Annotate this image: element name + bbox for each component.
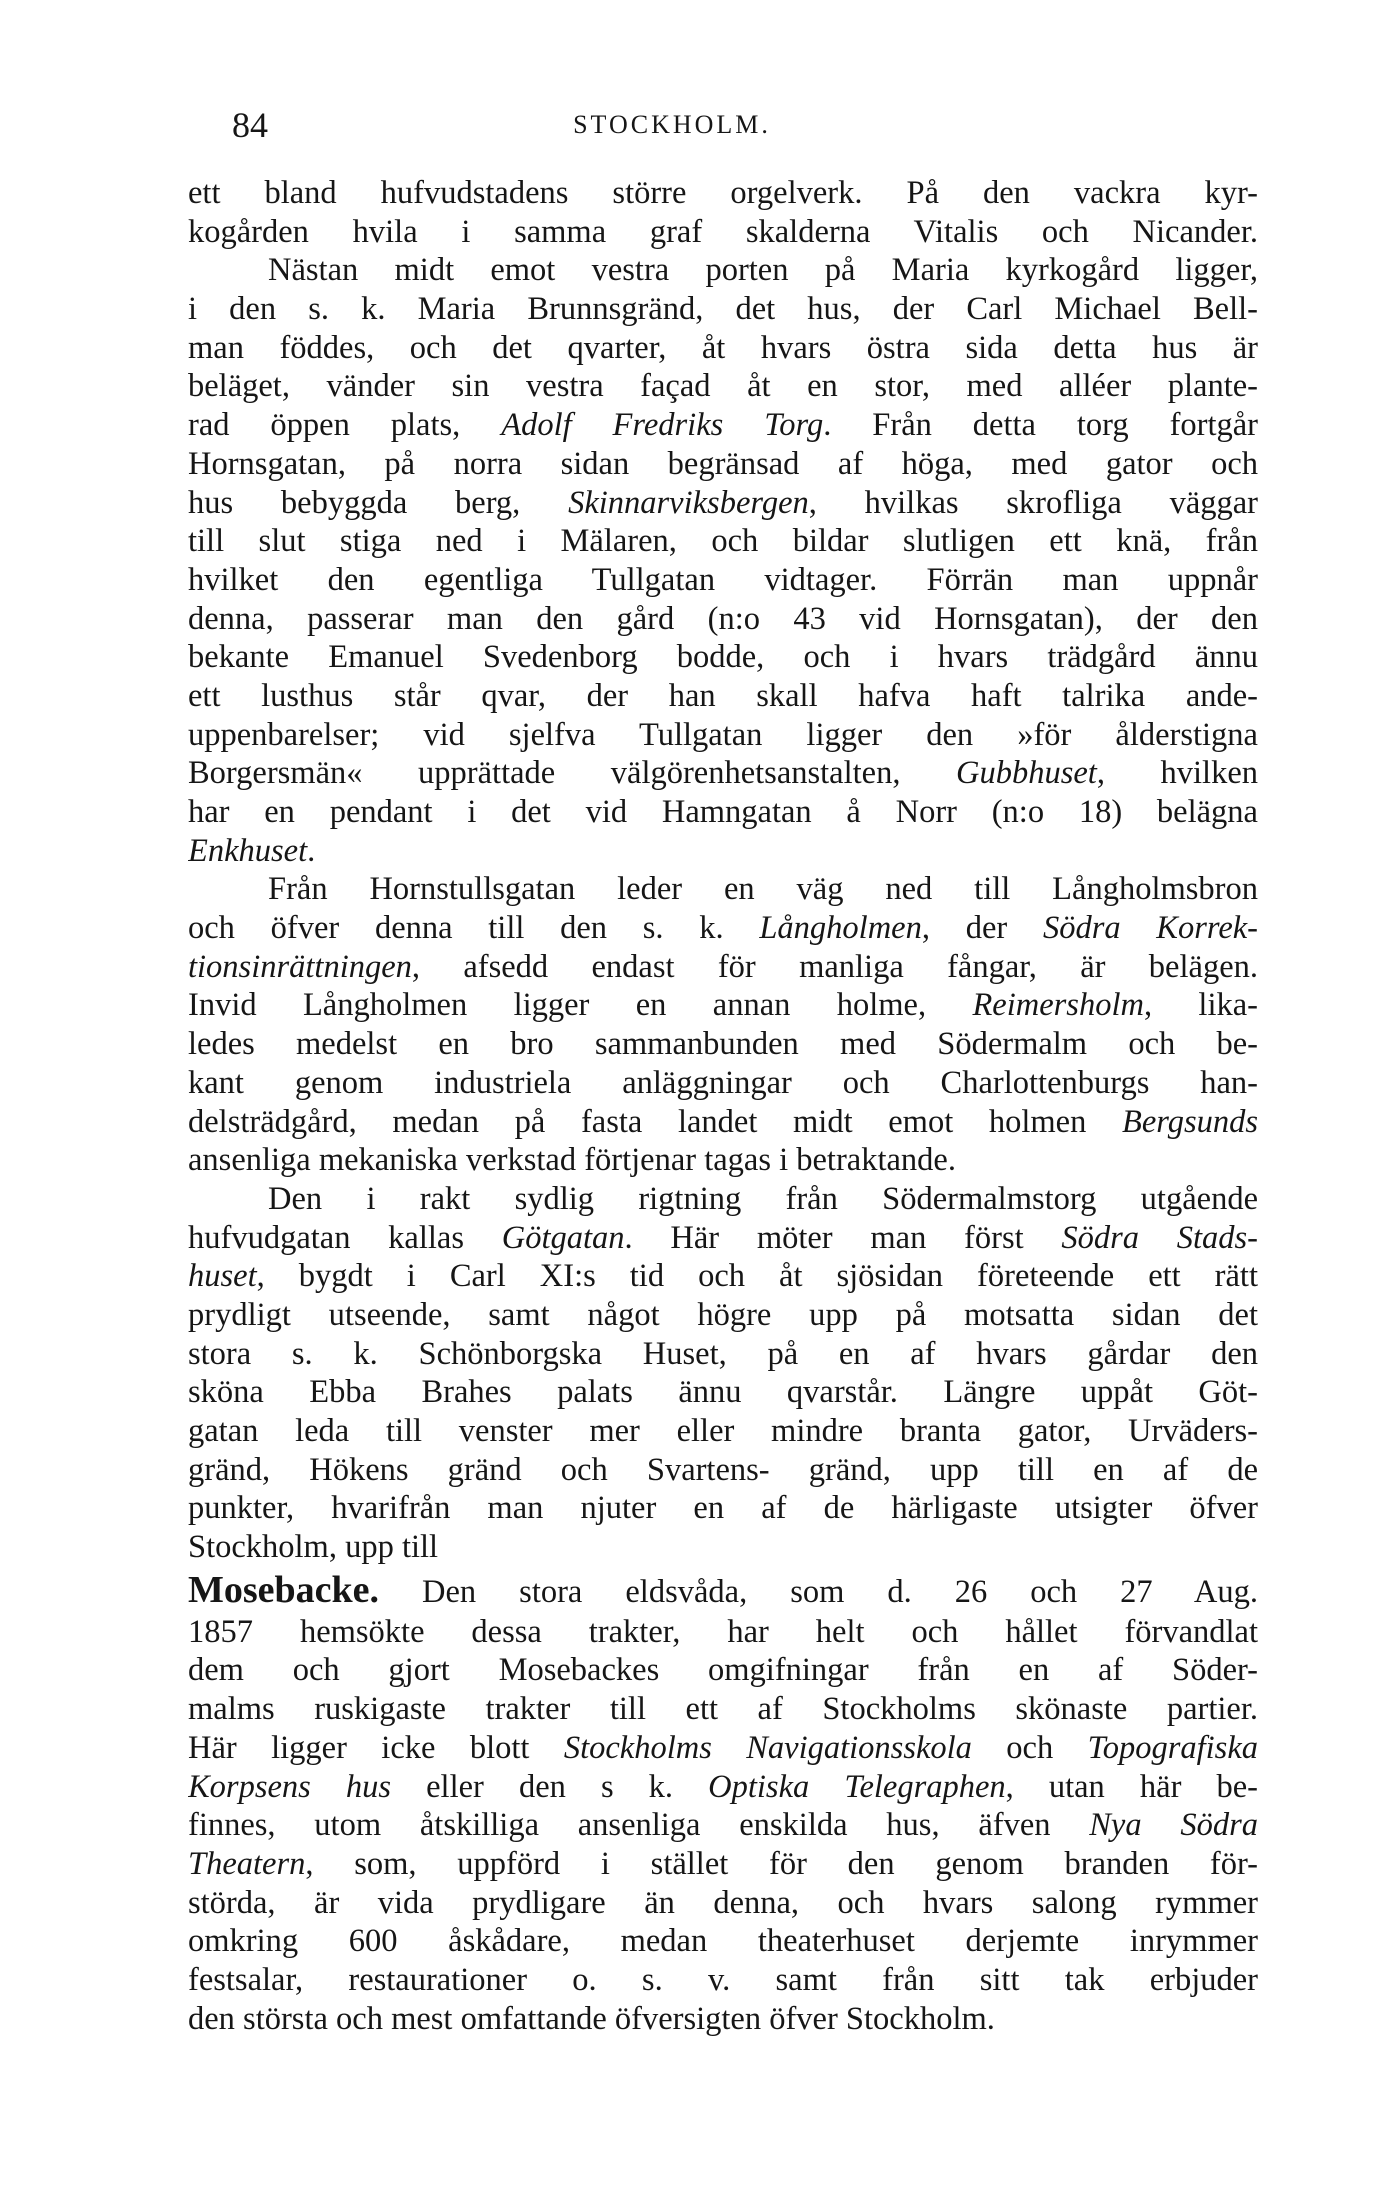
body-text: [188, 174, 1258, 2038]
text-line: har en pendant i det vid Hamngatan å Norr (n:o 18) belägna: [188, 794, 1258, 830]
text-line: huset, bygdt i Carl XI:s tid och åt sjösidan företeende ett rätt: [188, 1258, 1258, 1295]
text-line: stora s. k. Schönborgska Huset, på en af hvars gårdar den: [188, 1335, 1258, 1372]
text-line: i den s. k. Maria Brunnsgränd, det hus, der Carl Michael Bell-: [188, 291, 1258, 328]
text-line: Enkhuset.: [188, 832, 316, 869]
text-line: Mosebacke. Den stora eldsvåda, som d. 26 och 27 Aug.: [188, 1568, 1258, 1611]
place-name: Nya Södra: [1089, 1807, 1258, 1844]
page-header: [232, 100, 1112, 150]
text-line: Hornsgatan, på norra sidan begränsad af höga, med gator och: [188, 445, 1258, 482]
text-line: Här ligger icke blott Stockholms Navigationsskola och Topografiska: [188, 1729, 1258, 1766]
place-name: tionsinrättningen: [188, 948, 412, 985]
text-line: omkring 600 åskådare, medan theaterhuset derjemte inrymmer: [188, 1923, 1258, 1960]
place-name: Götgatan: [501, 1219, 625, 1256]
text-line: hvilket den egentliga Tullgatan vidtager. Förrän man uppnår: [188, 561, 1258, 598]
text-line: delsträdgård, medan på fasta landet midt emot holmen Bergsunds: [188, 1103, 1258, 1140]
page-number: 84: [232, 105, 268, 145]
text-line: Nästan midt emot vestra porten på Maria kyrkogård ligger,: [268, 252, 1258, 289]
text-line: Från Hornstullsgatan leder en väg ned till Långholmsbron: [268, 871, 1258, 908]
text-line: Invid Långholmen ligger en annan holme, Reimersholm, lika-: [188, 987, 1258, 1024]
place-name: Gubbhuset: [956, 755, 1097, 792]
text-line: ledes medelst en bro sammanbunden med Södermalm och be-: [188, 1026, 1258, 1063]
place-name: Långholmen: [759, 910, 922, 947]
text-line: malms ruskigaste trakter till ett af Stockholms skönaste partier.: [188, 1691, 1258, 1728]
place-name: huset: [188, 1258, 257, 1295]
text-line: man föddes, och det qvarter, åt hvars östra sida detta hus är: [188, 329, 1258, 366]
text-line: och öfver denna till den s. k. Långholmen, der Södra Korrek-: [188, 910, 1258, 947]
text-line: prydligt utseende, samt något högre upp på motsatta sidan det: [188, 1296, 1258, 1333]
text-line: uppenbarelser; vid sjelfva Tullgatan ligger den »för ålderstigna: [188, 716, 1258, 753]
text-line: ett bland hufvudstadens större orgelverk. På den vackra kyr-: [188, 175, 1258, 211]
text-line: beläget, vänder sin vestra façad åt en stor, med alléer plante-: [188, 368, 1258, 405]
section-heading: Mosebacke.: [188, 1568, 380, 1611]
place-name: Adolf Fredriks Torg: [501, 407, 824, 444]
text-line: festsalar, restaurationer o. s. v. samt från sitt tak erbjuder: [188, 1961, 1258, 1998]
text-line: hus bebyggda berg, Skinnarviksbergen, hvilkas skrofliga väggar: [188, 484, 1258, 521]
text-line: bekante Emanuel Svedenborg bodde, och i hvars trädgård ännu: [188, 639, 1258, 676]
text-line: Den i rakt sydlig rigtning från Södermalmstorg utgående: [268, 1180, 1258, 1217]
text-line: kogården hvila i samma graf skalderna Vitalis och Nicander.: [188, 213, 1258, 250]
place-name: Södra Korrek-: [1042, 910, 1258, 947]
place-name: Reimersholm: [972, 987, 1144, 1024]
text-line: kant genom industriela anläggningar och Charlottenburgs han-: [188, 1064, 1258, 1101]
text-line: den största och mest omfattande öfversigten öfver Stockholm.: [188, 2000, 995, 2037]
place-name: Korpsens hus: [188, 1768, 392, 1805]
text-line: Theatern, som, uppförd i stället för den genom branden för-: [188, 1845, 1258, 1882]
text-line: till slut stiga ned i Mälaren, och bildar slutligen ett knä, från: [188, 523, 1258, 560]
running-title: STOCKHOLM.: [573, 110, 771, 139]
text-line: denna, passerar man den gård (n:o 43 vid Hornsgatan), der den: [188, 600, 1258, 637]
place-name: Enkhuset: [188, 832, 308, 869]
place-name: Theatern: [188, 1845, 306, 1882]
place-name: Topografiska: [1087, 1729, 1258, 1766]
place-name: Stockholms Navigationsskola: [563, 1729, 972, 1766]
text-line: Borgersmän« upprättade välgörenhetsanstalten, Gubbhuset, hvilken: [188, 755, 1258, 792]
place-name: Skinnarviksbergen: [568, 484, 809, 521]
text-line: ett lusthus står qvar, der han skall hafva haft talrika ande-: [188, 677, 1258, 714]
text-line: störda, är vida prydligare än denna, och hvars salong rymmer: [188, 1884, 1258, 1921]
text-line: ansenliga mekaniska verkstad förtjenar tagas i betraktande.: [188, 1142, 956, 1179]
place-name: Optiska Telegraphen: [708, 1768, 1006, 1805]
text-line: Korpsens hus eller den s k. Optiska Telegraphen, utan här be-: [188, 1768, 1258, 1805]
text-line: gatan leda till venster mer eller mindre branta gator, Urväders-: [188, 1413, 1258, 1449]
text-line: dem och gjort Mosebackes omgifningar från en af Söder-: [188, 1652, 1258, 1689]
text-line: gränd, Hökens gränd och Svartens- gränd, upp till en af de: [188, 1451, 1258, 1488]
text-line: rad öppen plats, Adolf Fredriks Torg. Från detta torg fortgår: [188, 407, 1258, 444]
text-line: sköna Ebba Brahes palats ännu qvarstår. Längre uppåt Göt-: [188, 1374, 1258, 1411]
text-line: tionsinrättningen, afsedd endast för manliga fångar, är belägen.: [188, 948, 1258, 985]
text-line: Stockholm, upp till: [188, 1529, 439, 1566]
text-line: punkter, hvarifrån man njuter en af de härligaste utsigter öfver: [188, 1490, 1258, 1527]
place-name: Södra Stads-: [1061, 1219, 1258, 1256]
text-line: 1857 hemsökte dessa trakter, har helt och hållet förvandlat: [188, 1613, 1258, 1650]
text-line: hufvudgatan kallas Götgatan. Här möter man först Södra Stads-: [188, 1219, 1258, 1256]
text-line: finnes, utom åtskilliga ansenliga enskilda hus, äfven Nya Södra: [188, 1807, 1258, 1844]
place-name: Bergsunds: [1121, 1103, 1258, 1140]
